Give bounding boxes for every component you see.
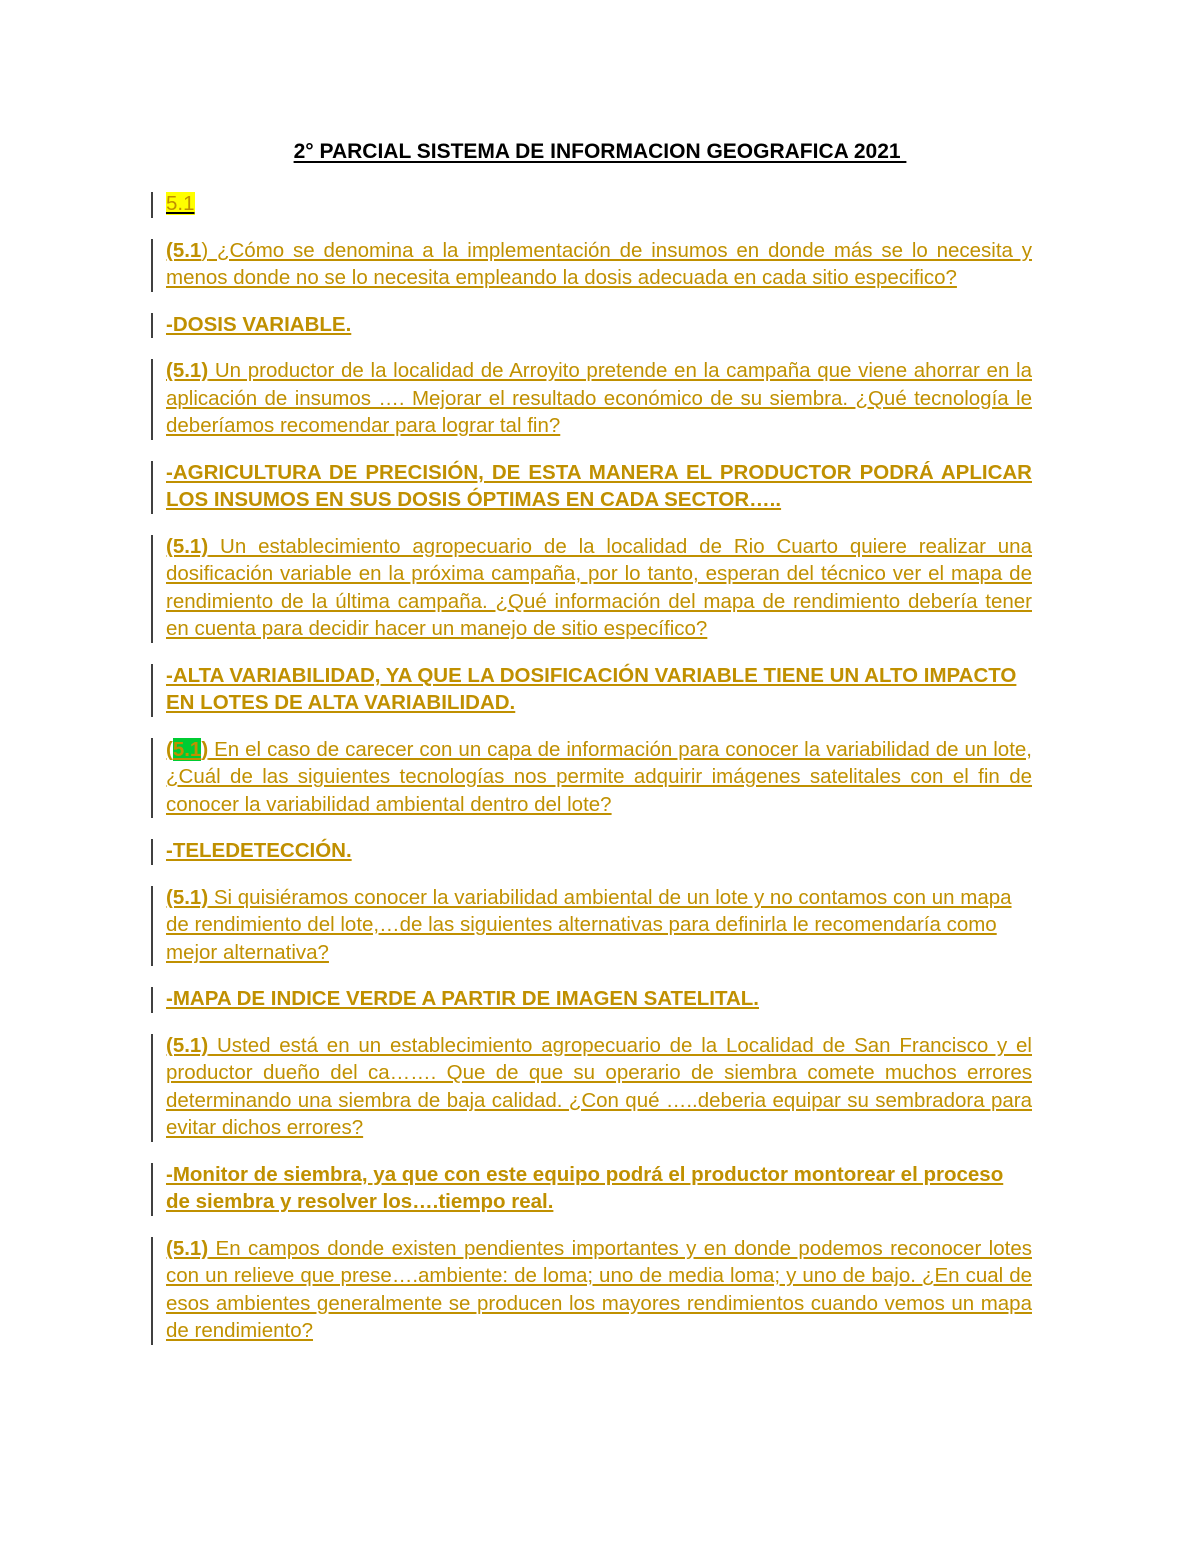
question-code: (5.1) [166, 1236, 209, 1260]
answer-2 [166, 459, 1032, 514]
change-bar [151, 461, 153, 514]
change-bar [151, 886, 153, 967]
change-bar [151, 192, 153, 218]
answer-6 [166, 1161, 1032, 1216]
answer-5 [166, 985, 1032, 1013]
change-bar [151, 738, 153, 819]
question-1 [166, 237, 1032, 292]
answer-text: -ALTA VARIABILIDAD, YA QUE LA DOSIFICACIÓN VARIABLE TIENE UN ALTO IMPACTO EN LOTES DE ALTA VARIABILIDAD. [166, 663, 1017, 714]
question-text: Un productor de la localidad de Arroyito pretende en la campaña que viene ahorrar en la aplicación de insumos …. Mejorar el resultado económico de su siembra. ¿Qué tecnología le deberíamos recomendar para lograr tal fin? [166, 359, 1032, 437]
answer-1 [166, 311, 1032, 339]
answer-text: -DOSIS VARIABLE. [166, 312, 352, 336]
question-7 [166, 1235, 1032, 1345]
document-body [166, 190, 1032, 1364]
section-label [166, 190, 1032, 218]
change-bar [151, 535, 153, 643]
answer-text: -MAPA DE INDICE VERDE A PARTIR DE IMAGEN SATELITAL. [166, 987, 759, 1010]
answer-text: -AGRICULTURA DE PRECISIÓN, DE ESTA MANERA EL PRODUCTOR PODRÁ APLICAR LOS INSUMOS EN SUS DOSIS ÓPTIMAS EN CADA SECTOR….. [166, 460, 1032, 511]
question-code-open: ( [166, 737, 173, 761]
question-6 [166, 1032, 1032, 1142]
question-text: Un establecimiento agropecuario de la localidad de Rio Cuarto quiere realizar una dosificación variable en la próxima campaña, por lo tanto, esperan del técnico ver el mapa de rendimiento de la última campaña. ¿Qué información del mapa de rendimiento debería tener en cuenta para decidir hacer un manejo de sitio específico? [166, 534, 1032, 640]
change-bar [151, 839, 153, 865]
question-text: ¿Cómo se denomina a la implementación de insumos en donde más se lo necesita y menos donde no se lo necesita empleando la dosis adecuada en cada sitio especifico? [166, 238, 1032, 289]
question-5 [166, 884, 1032, 967]
change-bar [151, 359, 153, 440]
change-bar [151, 1163, 153, 1216]
change-bar [151, 313, 153, 339]
document-title: 2° PARCIAL SISTEMA DE INFORMACION GEOGRAFICA 2021 [293, 140, 907, 163]
change-bar [151, 987, 153, 1013]
question-code: (5.1) [166, 534, 209, 558]
question-code: (5.1) [166, 885, 209, 909]
answer-4 [166, 837, 1032, 865]
question-text: Si quisiéramos conocer la variabilidad ambiental de un lote y no contamos con un mapa de rendimiento del lote,…de las siguientes alternativas para definirla le recomendaría como mejor alternativa? [166, 885, 1012, 964]
answer-3 [166, 662, 1032, 717]
answer-text: -TELEDETECCIÓN. [166, 839, 352, 862]
question-code: (5.1) [166, 359, 209, 382]
question-3 [166, 533, 1032, 643]
question-code-suffix: ) [201, 238, 209, 262]
change-bar [151, 1034, 153, 1142]
change-bar [151, 1237, 153, 1345]
question-text: Usted está en un establecimiento agropecuario de la Localidad de San Francisco y el productor dueño del ca……. Que de que su operario de siembra comete muchos errores determinando una siembra de baja calidad. ¿Con qué …..deberia equipar su sembradora para evitar dichos errores? [166, 1033, 1032, 1139]
section-label-text: 5.1 [166, 192, 195, 215]
question-4 [166, 736, 1032, 819]
question-code: (5.1 [166, 238, 202, 262]
question-code: (5.1) [166, 1033, 209, 1057]
question-2 [166, 357, 1032, 440]
question-code-highlight: 5.1 [172, 737, 202, 761]
change-bar [151, 239, 153, 292]
change-bar [151, 664, 153, 717]
question-code-close: ) [201, 737, 209, 761]
answer-text: -Monitor de siembra, ya que con este equipo podrá el productor montorear el proceso de siembra y resolver los….tiempo real. [166, 1162, 1004, 1213]
question-text: En el caso de carecer con un capa de información para conocer la variabilidad de un lote, ¿Cuál de las siguientes tecnologías nos permite adquirir imágenes satelitales con el fin de conocer la variabilidad ambiental dentro del lote? [166, 737, 1032, 816]
question-text: En campos donde existen pendientes importantes y en donde podemos reconocer lotes con un relieve que prese….ambiente: de loma; uno de media loma; y uno de bajo. ¿En cual de esos ambientes generalmente se producen los mayores rendimientos cuando vemos un mapa de rendimiento? [166, 1236, 1032, 1342]
